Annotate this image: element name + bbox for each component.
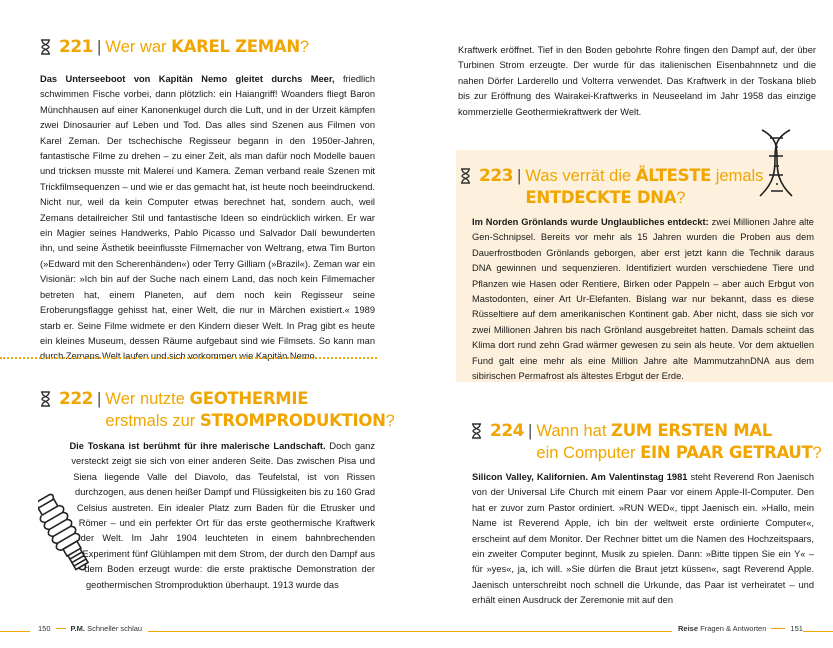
answer-text: friedlich schwimmen Fische vorbei, dann plötzlich: ein Haiangriff! Woanders fliegt Baron Münchhausen auf einer Kanonenkugel durch die Luft, und in der Urzeit kämpfen zwei Dinosaurier auf Leben und Tod. Das alles sind Szenen aus Filmen von Karel Zeman. Der tschechische Regisseur begann in den 1950er-Jahren, fantastische Filme zu drehen – zu einer Zeit, als man dafür noch Modelle bauen und tricksen musste mit Malerei und Kamera. Zeman verband reale Szenen mit Trickfilmsequenzen – und wie er das gemacht hat, ist heute noch beeindruckend. Nicht nur, weil da kein Computer etwas berechnet hat, sondern auch, weil Zemans detailreicher Stil und fantastische Ideen so eindrücklich wirken. Er war ein Magier seines Handwerks, Pablo Picasso und Salvador Dalí bewunderten ihn, und seine Ästhetik beeinflusste Filmemacher von Weltrang, etwa Tim Burton (»Edward mit den Scherenhänden«) oder Terry Gilliam (»Brazil«). Zeman war ein Visionär: »Ich bin auf der Suche nach einem Land, das noch kein Filmemacher betreten hat, einem Planeten, auf dem noch kein Regisseur seine Eroberungsflagge gehisst hat, einer Welt, die nur in Märchen existiert.« 1989 starb er. Seine Filme widmete er den Kindern dieser Welt. In Prag gibt es heute ein kleines Museum, dessen Räume aufgebaut sind wie Filmsets. So kann man durch Zemans Welt laufen und sich vorkommen wie Kapitän Nemo. xyxy=(40,74,376,362)
hourglass-icon xyxy=(460,168,471,184)
question-222-continuation xyxy=(458,43,816,120)
lead-sentence: Das Unterseeboot von Kapitän Nemo gleitet durchs Meer, xyxy=(40,74,335,84)
footer-rule xyxy=(0,631,30,632)
question-223-heading xyxy=(460,165,763,209)
page-number: 151 xyxy=(790,624,803,633)
footer-title: Schneller schlau xyxy=(87,624,143,633)
footer-dash xyxy=(771,628,785,629)
question-title: Wer war KAREL ZEMAN? xyxy=(105,37,310,56)
question-222-heading xyxy=(40,388,395,432)
answer-text: Kraftwerk eröffnet. Tief in den Boden gebohrte Rohre fingen den Dampf auf, der über Turbinen Strom erzeugte. Der wurde für das italienischen Eisenbahnnetz und die nahen Dörfer Larderello und Volterra verwendet. Das Kraftwerk in der Toskana blieb bis zur Eröffnung des Wairakei-Kraftwerks in Neuseeland im Jahr 1958 das einzige kommerzielle Geothermiekraftwerk der Welt. xyxy=(458,45,816,117)
right-page xyxy=(416,0,833,648)
footer-rule xyxy=(803,631,833,632)
footer-rule xyxy=(416,631,672,632)
lead-sentence: Die Toskana ist berühmt für ihre malerische Landschaft. xyxy=(69,441,326,451)
question-number: 224 xyxy=(490,421,524,441)
footer-title: Fragen & Antworten xyxy=(700,624,767,633)
hourglass-icon xyxy=(40,39,51,55)
hourglass-icon xyxy=(471,423,482,439)
footer-section: Reise xyxy=(678,624,699,633)
left-page xyxy=(0,0,416,648)
separator: | xyxy=(517,166,522,185)
question-224-answer xyxy=(472,470,814,609)
lead-sentence: Silicon Valley, Kalifornien. Am Valentinstag 1981 xyxy=(472,472,688,482)
question-221-heading xyxy=(40,36,309,58)
question-title: Wann hat ZUM ERSTEN MAL ein Computer EIN PAAR GETRAUT? xyxy=(536,421,822,462)
separator: | xyxy=(97,37,102,56)
answer-text: steht Reverend Ron Jaenisch von der Universal Life Church mit einem Paar vor einem Apple-II-Computer. Den hat er zuvor zum Pastor ordiniert. »RUN WED«, tippt Jaenisch ein. »Hallo, mein Name ist Reverend Apple, ich bin der weltweit erste ordinierte Computer«, erscheint auf dem Monitor. Der Rechner bittet um die Namen des Hochzeitspaars, ein zweiter Computer beginnt, Musik zu spielen. Dann: »Bitte tippen Sie ein Y« – für »yes«, ja, ich will. »Sie dürfen die Braut jetzt küssen«, sagt Reverend Apple. Jaenisch unterschreibt noch schnell die Urkunde, das Paar ist verheiratet – und erhält einen Ausdruck der Zeremonie mit auf den xyxy=(472,472,815,606)
question-223-answer xyxy=(472,215,814,384)
question-221-answer xyxy=(40,72,375,365)
footer-dash xyxy=(56,628,66,629)
footer-rule xyxy=(148,631,416,632)
question-number: 222 xyxy=(59,389,93,409)
separator: | xyxy=(97,389,102,408)
answer-text: Doch ganz versteckt zeigt sie sich von einer anderen Seite. Das zwischen Pisa und Siena liegende Valle del Diavolo, das Teufelstal, ist von Rissen durchzogen, aus denen heißer Dampf und Flüssigkeiten bis zu 160 Grad Celsius austreten. Ein idealer Platz zum Baden für die Etrusker und Römer – und ein perfekter Ort für das erste geothermische Kraftwerk der Welt. Im Jahr 1904 leuchteten in einem bahnbrechenden Experiment fünf Glühlampen mit dem Strom, der durch den Dampf aus dem Boden erzeugt wurde: die erste praktische Demonstration der geothermischen Stromproduktion überhaupt. 1913 wurde das xyxy=(71,441,376,590)
footer-brand: P.M. xyxy=(70,624,85,633)
lead-sentence: Im Norden Grönlands wurde Unglaubliches entdeckt: xyxy=(472,217,709,227)
question-222-answer xyxy=(40,439,375,593)
page-footer xyxy=(678,624,803,633)
question-number: 221 xyxy=(59,37,93,57)
question-title: Wer nutzte GEOTHERMIE erstmals zur STROMPRODUKTION? xyxy=(105,389,395,430)
separator: | xyxy=(528,421,533,440)
question-224-heading xyxy=(471,420,822,464)
page-footer xyxy=(38,624,142,633)
hourglass-icon xyxy=(40,391,51,407)
question-number: 223 xyxy=(479,166,513,186)
question-title: Was verrät die ÄLTESTE jemals ENTDECKTE DNA? xyxy=(525,166,764,207)
section-divider xyxy=(0,357,377,359)
page-number: 150 xyxy=(38,624,51,633)
answer-text: zwei Millionen Jahre alte Gen-Schnipsel. Bereits vor mehr als 15 Jahren wurden die Proben aus dem Dauerfrostboden Grönlands geborgen, aber erst jetzt kann die Technik daraus DNA gewinnen und sequenzieren. Identifiziert wurden verschiedene Tiere und Pflanzen wie Hasen oder Rentiere, Birken oder Pappeln – aber auch Erbgut von Mastodonten, einer Art Ur-Elefanten. Bislang war nur bekannt, dass es diese Rüsseltiere auf dem amerikanischen Kontinent gab. Aber nicht, dass sie sich vor zwei Millionen Jahren bis nach Grönland ausgebreitet hatten. Damals scheint das Klima dort rund zehn Grad wärmer gewesen zu sein als heute. Vor dem aktuellen Fund galt eine mehr als eine Million Jahre alte MammutzahnDNA aus dem sibirischen Permafrost als ältestes Erbgut der Erde. xyxy=(472,217,814,382)
